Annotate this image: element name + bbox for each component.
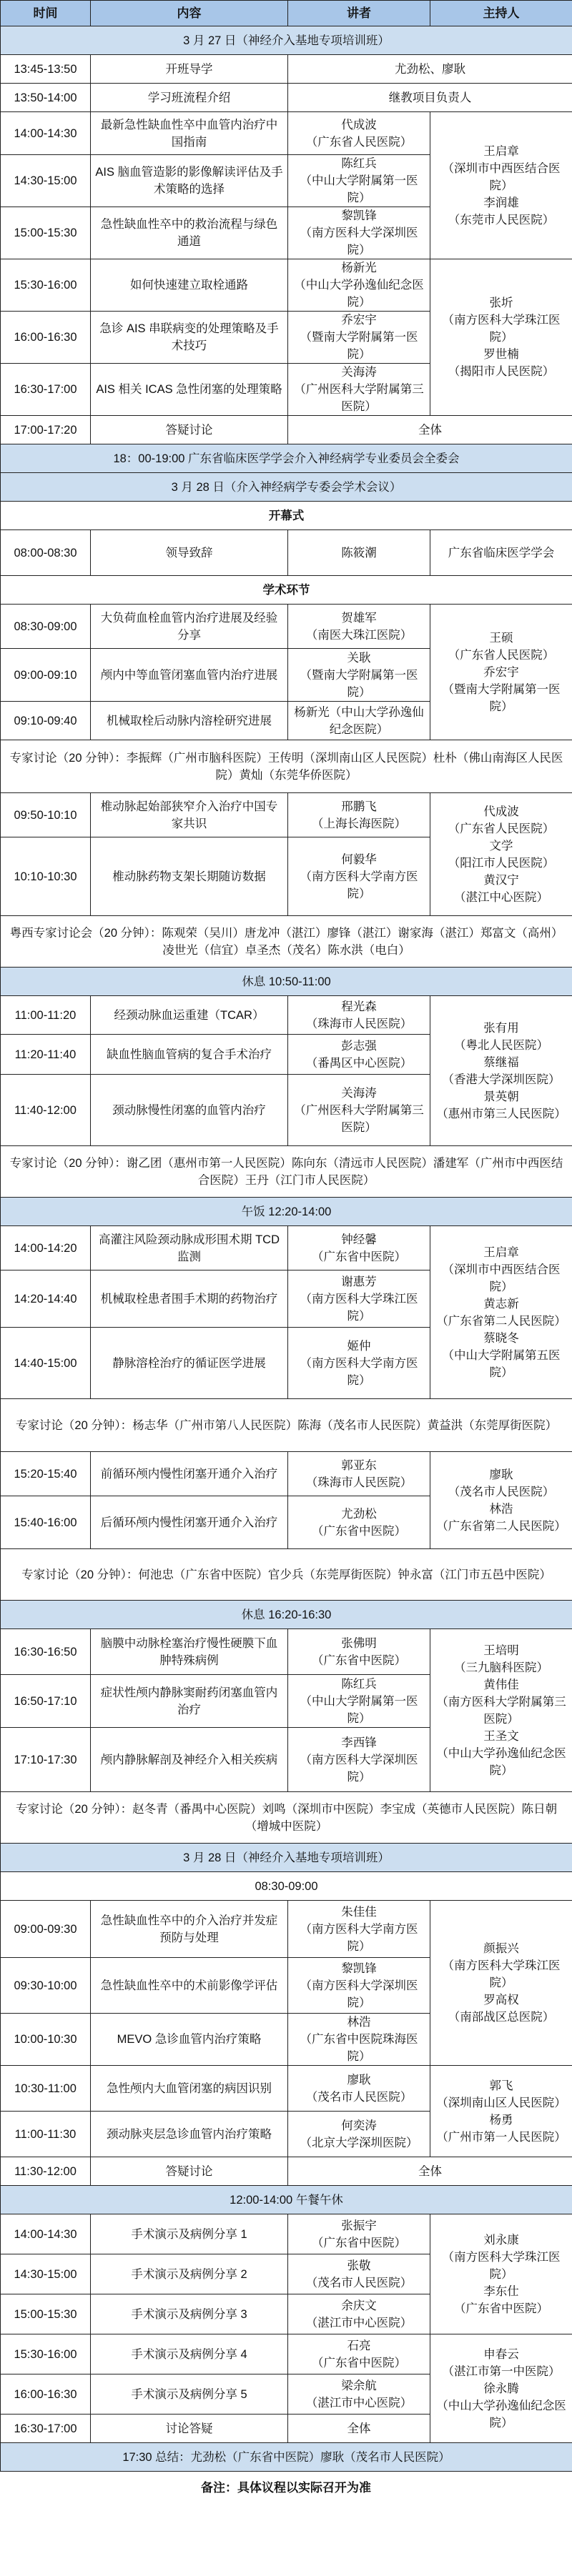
discussion-cell: 专家讨论（20 分钟）：何池忠（广东省中医院）官少兵（东莞厚街医院）钟永富（江门市五邑中医院） [1, 1549, 572, 1601]
speaker-cell: 陈筱潮 [288, 530, 430, 576]
time-cell: 13:45-13:50 [1, 55, 91, 84]
table-row [1, 2334, 572, 2374]
time-cell: 10:10-10:30 [1, 837, 91, 916]
closing-banner: 17:30 总结：尤劲松（广东省中医院）廖耿（茂名市人民医院） [1, 2443, 572, 2472]
table-row [1, 416, 572, 444]
speaker-cell: 林浩 （广东省中医院珠海医院） [288, 2014, 430, 2066]
time-cell: 14:00-14:20 [1, 1226, 91, 1270]
time-cell: 15:30-16:00 [1, 2334, 91, 2374]
speaker-cell: 李西锋 （南方医科大学深圳医院） [288, 1728, 430, 1792]
break-row [1, 968, 572, 996]
content-cell: 最新急性缺血性卒中血管内治疗中国指南 [91, 112, 288, 155]
speaker-cell: 关耿 （暨南大学附属第一医院） [288, 649, 430, 702]
speaker-cell: 何奕涛 （北京大学深圳医院） [288, 2112, 430, 2157]
discussion-row [1, 1792, 572, 1844]
speaker-cell: 全体 [288, 416, 572, 444]
content-cell: 静脉溶栓治疗的循证医学进展 [91, 1328, 288, 1399]
header-speaker: 讲者 [288, 1, 430, 26]
lunch-banner: 午饭 12:20-14:00 [1, 1198, 572, 1226]
content-cell: 椎动脉起始部狭窄介入治疗中国专家共识 [91, 793, 288, 837]
section-title-d3: 3 月 28 日（神经介入基地专项培训班） [1, 1844, 572, 1872]
section-row [1, 1844, 572, 1872]
speaker-cell: 张佛明 （广东省中医院） [288, 1629, 430, 1675]
time-cell: 15:00-15:30 [1, 207, 91, 259]
time-cell: 17:00-17:20 [1, 416, 91, 444]
content-cell: 脑膜中动脉栓塞治疗慢性硬膜下血肿特殊病例 [91, 1629, 288, 1675]
table-header-row [1, 1, 572, 26]
content-cell: MEVO 急诊血管内治疗策略 [91, 2014, 288, 2066]
host-cell: 张圻 （南方医科大学珠江医院） 罗世楠 （揭阳市人民医院） [430, 259, 572, 416]
table-row [1, 1452, 572, 1496]
subsection-row [1, 576, 572, 605]
section-title-d1: 3 月 27 日（神经介入基地专项培训班） [1, 26, 572, 55]
speaker-cell: 尤劲松、廖耿 [288, 55, 572, 84]
table-row [1, 1226, 572, 1270]
discussion-row [1, 1399, 572, 1452]
speaker-cell: 继教项目负责人 [288, 84, 572, 112]
speaker-cell: 邢鹏飞 （上海长海医院） [288, 793, 430, 837]
host-cell: 王培明 （三九脑科医院） 黄伟佳 （南方医科大学附属第三医院） 王圣文 （中山大学孙逸仙纪念医院） [430, 1629, 572, 1792]
speaker-cell: 朱佳佳 （南方医科大学南方医院） [288, 1901, 430, 1958]
speaker-cell: 杨新光（中山大学孙逸仙纪念医院） [288, 702, 430, 740]
discussion-row [1, 1146, 572, 1198]
content-cell: 颈动脉夹层急诊血管内治疗策略 [91, 2112, 288, 2157]
break-row [1, 1601, 572, 1629]
host-cell: 代成波 （广东省人民医院） 文学 （阳江市人民医院） 黄汉宁 （湛江中心医院） [430, 793, 572, 916]
table-row [1, 259, 572, 312]
time-cell: 10:30-11:00 [1, 2066, 91, 2112]
speaker-cell: 廖耿 （茂名市人民医院） [288, 2066, 430, 2112]
speaker-cell: 黎凯锋 （南方医科大学深圳医院） [288, 1958, 430, 2014]
speaker-cell: 何毅华 （南方医科大学南方医院） [288, 837, 430, 916]
speaker-cell: 尤劲松 （广东省中医院） [288, 1496, 430, 1549]
time-cell: 14:00-14:30 [1, 2214, 91, 2254]
time-cell: 16:50-17:10 [1, 1675, 91, 1728]
section-row [1, 473, 572, 502]
content-cell: 学习班流程介绍 [91, 84, 288, 112]
header-content: 内容 [91, 1, 288, 26]
table-row [1, 2157, 572, 2186]
time-cell: 15:00-15:30 [1, 2294, 91, 2334]
time-cell: 14:30-15:00 [1, 155, 91, 207]
speaker-cell: 贺雄军 （南医大珠江医院） [288, 605, 430, 649]
content-cell: 手术演示及病例分享 5 [91, 2374, 288, 2415]
closing-row [1, 2443, 572, 2472]
host-cell: 刘永康 （南方医科大学珠江医院） 李东仕 （广东省中医院） [430, 2214, 572, 2334]
speaker-cell: 关海涛 （广州医科大学附属第三医院） [288, 1075, 430, 1146]
speaker-cell: 黎凯锋 （南方医科大学深圳医院） [288, 207, 430, 259]
discussion-row [1, 740, 572, 793]
content-cell: 手术演示及病例分享 4 [91, 2334, 288, 2374]
table-row [1, 1901, 572, 1958]
content-cell: 急诊 AIS 串联病变的处理策略及手术技巧 [91, 312, 288, 364]
content-cell: 急性缺血性卒中的介入治疗并发症预防与处理 [91, 1901, 288, 1958]
meeting-banner: 18：00-19:00 广东省临床医学学会介入神经病学专业委员会全委会 [1, 444, 572, 473]
content-cell: 讨论答疑 [91, 2415, 288, 2443]
table-row [1, 793, 572, 837]
break-row [1, 1198, 572, 1226]
speaker-cell: 乔宏宇 （暨南大学附属第一医院） [288, 312, 430, 364]
host-cell: 廖耿 （茂名市人民医院） 林浩 （广东省第二人民医院） [430, 1452, 572, 1549]
time-cell: 14:40-15:00 [1, 1328, 91, 1399]
table-row [1, 996, 572, 1035]
time-cell: 09:50-10:10 [1, 793, 91, 837]
break-row [1, 2186, 572, 2214]
time-cell: 15:30-16:00 [1, 259, 91, 312]
time-cell: 16:30-16:50 [1, 1629, 91, 1675]
speaker-cell: 代成波 （广东省人民医院） [288, 112, 430, 155]
content-cell: 急性颅内大血管闭塞的病因识别 [91, 2066, 288, 2112]
time-cell: 16:00-16:30 [1, 312, 91, 364]
content-cell: 开班导学 [91, 55, 288, 84]
table-row [1, 1629, 572, 1675]
speaker-cell: 姬仲 （南方医科大学南方医院） [288, 1328, 430, 1399]
time-cell: 17:10-17:30 [1, 1728, 91, 1792]
time-cell: 09:10-09:40 [1, 702, 91, 740]
remark-note: 备注：具体议程以实际召开为准 [201, 2481, 371, 2495]
content-cell: 机械取栓患者围手术期的药物治疗 [91, 1270, 288, 1328]
section-title-d2: 3 月 28 日（介入神经病学专委会学术会议） [1, 473, 572, 502]
time-cell: 13:50-14:00 [1, 84, 91, 112]
host-cell: 广东省临床医学学会 [430, 530, 572, 576]
speaker-cell: 彭志强 （番禺区中心医院） [288, 1035, 430, 1075]
speaker-cell: 全体 [288, 2415, 430, 2443]
table-row [1, 112, 572, 155]
header-time: 时间 [1, 1, 91, 26]
speaker-cell: 郭亚东 （珠海市人民医院） [288, 1452, 430, 1496]
table-row [1, 2066, 572, 2112]
host-cell: 王启章 （深圳市中西医结合医院） 黄志新 （广东省第二人民医院） 蔡晓冬 （中山大学附属第五医院） [430, 1226, 572, 1399]
content-cell: 椎动脉药物支架长期随访数据 [91, 837, 288, 916]
table-row [1, 2214, 572, 2254]
speaker-cell: 梁余航 （湛江市中心医院） [288, 2374, 430, 2415]
content-cell: 手术演示及病例分享 1 [91, 2214, 288, 2254]
section-row [1, 444, 572, 473]
time-cell: 11:30-12:00 [1, 2157, 91, 2186]
content-cell: 症状性颅内静脉窦耐药闭塞血管内治疗 [91, 1675, 288, 1728]
sub-time: 08:30-09:00 [1, 1872, 572, 1901]
host-cell: 申春云 （湛江市第一中医院） 徐永腾 （中山大学孙逸仙纪念医院） [430, 2334, 572, 2443]
content-cell: 前循环颅内慢性闭塞开通介入治疗 [91, 1452, 288, 1496]
table-row [1, 530, 572, 576]
speaker-cell: 张振宇 （广东省中医院） [288, 2214, 430, 2254]
host-cell: 张有用 （粤北人民医院） 蔡继福 （香港大学深圳医院） 景英朝 （惠州市第三人民医院） [430, 996, 572, 1146]
content-cell: 缺血性脑血管病的复合手术治疗 [91, 1035, 288, 1075]
opening-title: 开幕式 [1, 502, 572, 530]
speaker-cell: 余庆文 （湛江市中心医院） [288, 2294, 430, 2334]
host-cell: 郭飞 （深圳南山区人民医院） 杨勇 （广州市第一人民医院） [430, 2066, 572, 2157]
content-cell: 颈动脉慢性闭塞的血管内治疗 [91, 1075, 288, 1146]
speaker-cell: 谢惠芳 （南方医科大学珠江医院） [288, 1270, 430, 1328]
lunch-banner: 12:00-14:00 午餐午休 [1, 2186, 572, 2214]
break-banner: 休息 16:20-16:30 [1, 1601, 572, 1629]
time-cell: 11:20-11:40 [1, 1035, 91, 1075]
table-row [1, 605, 572, 649]
time-cell: 10:00-10:30 [1, 2014, 91, 2066]
speaker-cell: 杨新光 （中山大学孙逸仙纪念医院） [288, 259, 430, 312]
table-row [1, 55, 572, 84]
content-cell: 高灌注风险颈动脉成形围术期 TCD 监测 [91, 1226, 288, 1270]
time-cell: 11:00-11:20 [1, 996, 91, 1035]
time-cell: 14:20-14:40 [1, 1270, 91, 1328]
speaker-cell: 石亮 （广东省中医院） [288, 2334, 430, 2374]
time-cell: 11:40-12:00 [1, 1075, 91, 1146]
time-cell: 16:30-17:00 [1, 364, 91, 416]
content-cell: AIS 脑血管造影的影像解读评估及手术策略的选择 [91, 155, 288, 207]
content-cell: 领导致辞 [91, 530, 288, 576]
discussion-cell: 粤西专家讨论会（20 分钟）：陈观荣（吴川）唐龙冲（湛江）廖锋（湛江）谢家海（湛江）郑富文（高州）凌世光（信宜）卓圣杰（茂名）陈水洪（电白） [1, 916, 572, 968]
host-cell: 王启章 （深圳市中西医结合医院） 李润雄 （东莞市人民医院） [430, 112, 572, 259]
content-cell: 手术演示及病例分享 3 [91, 2294, 288, 2334]
discussion-cell: 专家讨论（20 分钟）：李振辉（广州市脑科医院）王传明（深圳南山区人民医院）杜朴（佛山南海区人民医院）黄灿（东莞华侨医院） [1, 740, 572, 793]
content-cell: 颅内静脉解剖及神经介入相关疾病 [91, 1728, 288, 1792]
discussion-row [1, 916, 572, 968]
content-cell: AIS 相关 ICAS 急性闭塞的处理策略 [91, 364, 288, 416]
content-cell: 机械取栓后动脉内溶栓研究进展 [91, 702, 288, 740]
time-cell: 09:00-09:10 [1, 649, 91, 702]
header-host: 主持人 [430, 1, 572, 26]
content-cell: 手术演示及病例分享 2 [91, 2254, 288, 2294]
content-cell: 如何快速建立取栓通路 [91, 259, 288, 312]
speaker-cell: 全体 [288, 2157, 572, 2186]
subsection-row [1, 502, 572, 530]
speaker-cell: 程光森 （珠海市人民医院） [288, 996, 430, 1035]
speaker-cell: 陈红兵 （中山大学附属第一医院） [288, 1675, 430, 1728]
time-cell: 09:30-10:00 [1, 1958, 91, 2014]
time-cell: 16:30-17:00 [1, 2415, 91, 2443]
section-row [1, 26, 572, 55]
break-banner: 休息 10:50-11:00 [1, 968, 572, 996]
discussion-cell: 专家讨论（20 分钟）：杨志华（广州市第八人民医院）陈海（茂名市人民医院）黄益洪（东莞厚街医院） [1, 1399, 572, 1452]
time-cell: 11:00-11:30 [1, 2112, 91, 2157]
time-cell: 14:30-15:00 [1, 2254, 91, 2294]
time-cell: 08:00-08:30 [1, 530, 91, 576]
table-row [1, 84, 572, 112]
subsection-row [1, 1872, 572, 1901]
time-cell: 16:00-16:30 [1, 2374, 91, 2415]
discussion-row [1, 1549, 572, 1601]
content-cell: 答疑讨论 [91, 2157, 288, 2186]
academic-title: 学术环节 [1, 576, 572, 605]
content-cell: 后循环颅内慢性闭塞开通介入治疗 [91, 1496, 288, 1549]
content-cell: 答疑讨论 [91, 416, 288, 444]
speaker-cell: 关海涛 （广州医科大学附属第三医院） [288, 364, 430, 416]
time-cell: 08:30-09:00 [1, 605, 91, 649]
discussion-cell: 专家讨论（20 分钟）：赵冬青（番禺中心医院）刘鸣（深圳市中医院）李宝成（英德市人民医院）陈日朝（增城中医院） [1, 1792, 572, 1844]
content-cell: 大负荷血栓血管内治疗进展及经验分享 [91, 605, 288, 649]
time-cell: 15:20-15:40 [1, 1452, 91, 1496]
speaker-cell: 钟经馨 （广东省中医院） [288, 1226, 430, 1270]
content-cell: 颅内中等血管闭塞血管内治疗进展 [91, 649, 288, 702]
time-cell: 15:40-16:00 [1, 1496, 91, 1549]
content-cell: 急性缺血性卒中的救治流程与绿色通道 [91, 207, 288, 259]
time-cell: 14:00-14:30 [1, 112, 91, 155]
speaker-cell: 张敬 （茂名市人民医院） [288, 2254, 430, 2294]
content-cell: 经颈动脉血运重建（TCAR） [91, 996, 288, 1035]
host-cell: 颜振兴 （南方医科大学珠江医院） 罗高权 （南部战区总医院） [430, 1901, 572, 2066]
host-cell: 王硕 （广东省人民医院） 乔宏宇 （暨南大学附属第一医院） [430, 605, 572, 740]
content-cell: 急性缺血性卒中的术前影像学评估 [91, 1958, 288, 2014]
speaker-cell: 陈红兵 （中山大学附属第一医院） [288, 155, 430, 207]
time-cell: 09:00-09:30 [1, 1901, 91, 1958]
discussion-cell: 专家讨论（20 分钟）：谢乙团（惠州市第一人民医院）陈向东（清远市人民医院）潘建军（广州市中西医结合医院）王丹（江门市人民医院） [1, 1146, 572, 1198]
